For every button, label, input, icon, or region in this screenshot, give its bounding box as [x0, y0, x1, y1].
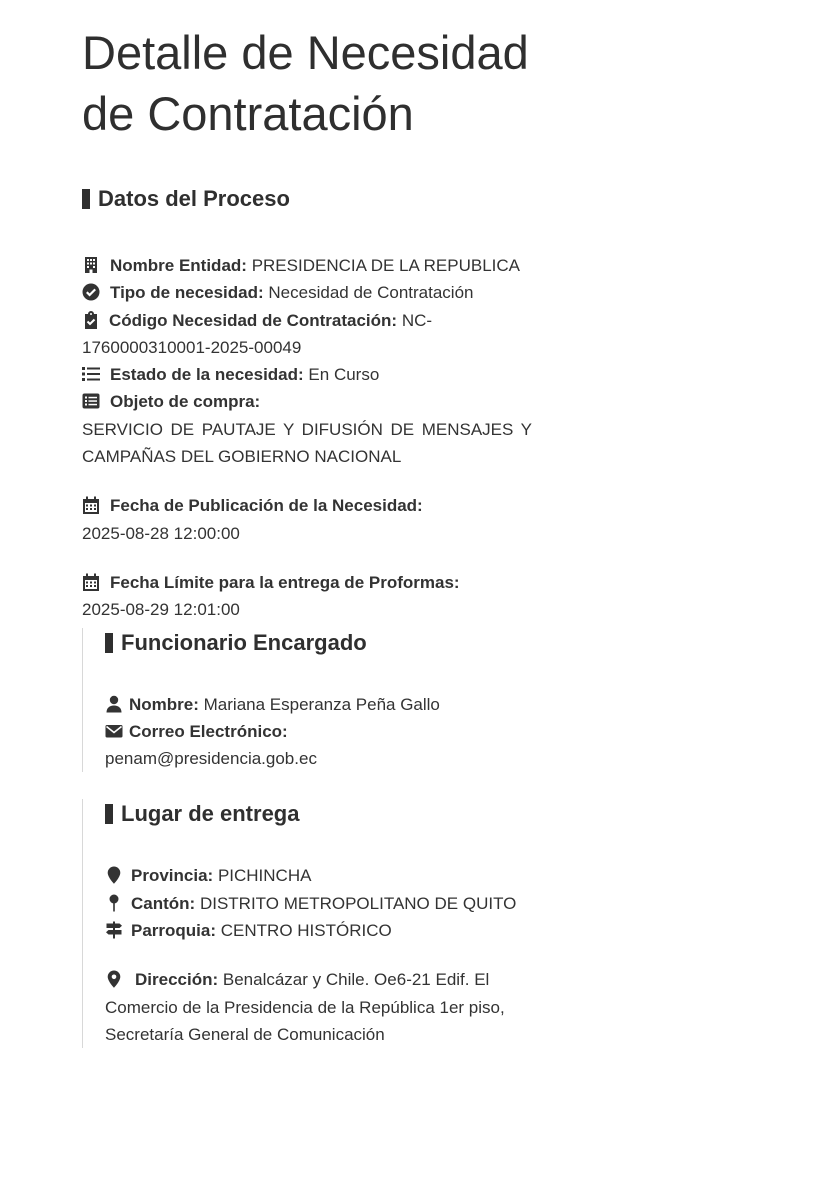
funcionario-title: Funcionario Encargado [121, 629, 367, 655]
field-fecha-publicacion [82, 492, 532, 519]
clipboard-check-icon [82, 311, 100, 329]
canton-value: DISTRITO METROPOLITANO DE QUITO [199, 893, 517, 913]
fecha-publicacion-label: Fecha de Publicación de la Necesidad: [110, 496, 423, 516]
nombre-entidad-label: Nombre Entidad: [110, 256, 247, 275]
field-estado [82, 361, 532, 388]
lugar-entrega-fields [105, 862, 532, 1048]
estado-label: Estado de la necesidad: [110, 365, 304, 385]
nombre-value: Mariana Esperanza Peña Gallo [203, 694, 440, 714]
objeto-value: SERVICIO DE PAUTAJE Y DIFUSIÓN DE MENSAJES Y CAMPAÑAS DEL GOBIERNO NACIONAL [82, 419, 532, 467]
datos-proceso-heading [82, 184, 532, 214]
heading-bar [105, 633, 113, 653]
field-codigo [82, 307, 532, 362]
user-icon [105, 695, 123, 713]
heading-bar [105, 804, 113, 824]
field-fecha-limite [82, 569, 532, 596]
parroquia-label: Parroquia: [131, 921, 217, 941]
funcionario-fields [105, 691, 532, 773]
field-provincia [105, 862, 532, 889]
field-tipo-necesidad [82, 279, 532, 306]
page-title: Detalle de Necesidad de Contratación [82, 26, 529, 140]
estado-value: En Curso [308, 365, 380, 385]
canton-label: Cantón: [131, 893, 196, 913]
field-parroquia [105, 917, 532, 944]
field-nombre [105, 691, 532, 718]
map-marker-icon [105, 866, 123, 884]
direccion-label: Dirección: [135, 970, 219, 990]
nombre-entidad-value: PRESIDENCIA DE LA REPUBLICA [251, 256, 521, 275]
direccion-value: Benalcázar y Chile. Oe6-21 Edif. El Comercio de la Presidencia de la República 1er piso, Secretaría General de Comunicación [105, 970, 505, 1044]
list-icon [82, 365, 100, 383]
list-alt-icon [82, 392, 100, 410]
tipo-necesidad-value: Necesidad de Contratación [268, 283, 474, 303]
field-direccion [105, 966, 532, 1048]
datos-proceso-fields [82, 252, 532, 624]
map-pin-icon [105, 894, 123, 912]
heading-bar [82, 189, 90, 209]
codigo-value: NC-1760000310001-2025-00049 [82, 310, 433, 357]
field-correo [105, 718, 532, 745]
correo-value[interactable]: penam@presidencia.gob.ec [105, 749, 317, 769]
objeto-label: Objeto de compra: [110, 392, 261, 412]
provincia-value: PICHINCHA [217, 866, 312, 886]
page-container [82, 0, 532, 1048]
calendar-icon [82, 496, 100, 514]
map-marker-icon [105, 970, 123, 988]
fecha-publicacion-value: 2025-08-28 12:00:00 [82, 523, 240, 543]
lugar-entrega-heading [105, 799, 532, 829]
provincia-label: Provincia: [131, 866, 214, 886]
fecha-limite-label: Fecha Límite para la entrega de Proformas: [110, 572, 460, 592]
fecha-limite-value: 2025-08-29 12:01:00 [82, 600, 240, 620]
codigo-label: Código Necesidad de Contratación: [109, 310, 398, 330]
map-signs-icon [105, 921, 123, 939]
datos-proceso-title: Datos del Proceso [98, 186, 290, 211]
field-canton [105, 890, 532, 917]
lugar-entrega-section [82, 799, 532, 1048]
nombre-label: Nombre: [129, 694, 199, 714]
funcionario-section [82, 628, 532, 773]
building-icon [82, 256, 100, 274]
envelope-icon [105, 722, 123, 740]
calendar-icon [82, 573, 100, 591]
tipo-necesidad-label: Tipo de necesidad: [110, 283, 264, 303]
lugar-entrega-title: Lugar de entrega [121, 801, 300, 827]
field-nombre-entidad [82, 252, 532, 279]
parroquia-value: CENTRO HISTÓRICO [220, 921, 392, 941]
check-circle-icon [82, 283, 100, 301]
funcionario-heading [105, 628, 532, 658]
field-objeto-compra [82, 388, 532, 415]
correo-label: Correo Electrónico: [129, 721, 288, 741]
